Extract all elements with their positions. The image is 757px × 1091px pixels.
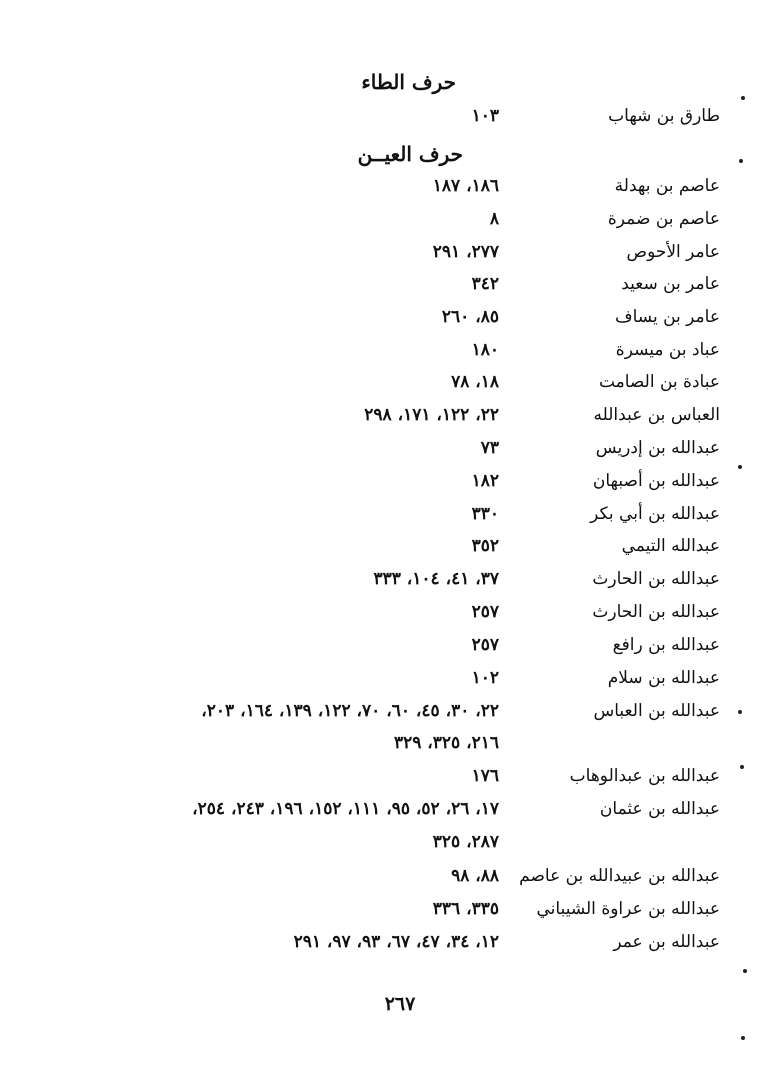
entry-pages: ١٨، ٧٨ — [451, 372, 499, 392]
margin-dot — [740, 765, 744, 769]
index-entry — [0, 629, 757, 661]
entry-pages: ١٧، ٢٦، ٥٢، ٩٥، ١١١، ١٥٢، ١٩٦، ٢٤٣، ٢٥٤، — [192, 799, 499, 819]
entry-pages-continued: ٢٨٧، ٣٢٥ — [432, 832, 499, 852]
entry-pages: ٢٢، ١٢٢، ١٧١، ٢٩٨ — [364, 405, 499, 425]
entry-name: عبدالله بن سلام — [607, 668, 720, 688]
index-entry — [0, 301, 757, 333]
heading-taa: حرف الطاء — [361, 70, 456, 94]
index-entry — [0, 236, 757, 268]
index-entry — [0, 860, 757, 892]
entry-pages: ٣٣٠ — [471, 504, 499, 524]
margin-dot — [738, 710, 742, 714]
index-entry — [0, 366, 757, 398]
entry-name: عبدالله بن الحارث — [592, 602, 720, 622]
entry-name: عبدالله بن عمر — [613, 932, 720, 952]
entry-pages: ١٠٢ — [471, 668, 499, 688]
index-entry — [0, 465, 757, 497]
index-entry — [0, 498, 757, 530]
index-entry — [0, 926, 757, 958]
margin-dot — [743, 969, 747, 973]
entry-name: عبدالله بن رافع — [612, 635, 720, 655]
index-entry — [0, 334, 757, 366]
entry-name: عبادة بن الصامت — [598, 372, 720, 392]
index-entry — [0, 100, 757, 132]
index-entry — [0, 596, 757, 628]
entry-pages: ٢٢، ٣٠، ٤٥، ٦٠، ٧٠، ١٢٢، ١٣٩، ١٦٤، ٢٠٣، — [201, 701, 499, 721]
page-number: ٢٦٧ — [384, 993, 416, 1015]
entry-pages: ٣٣٥، ٣٣٦ — [432, 899, 499, 919]
index-entry — [0, 563, 757, 595]
entry-pages: ٨٨، ٩٨ — [451, 866, 499, 886]
index-entry — [0, 530, 757, 562]
entry-pages: ٣٧، ٤١، ١٠٤، ٣٣٣ — [373, 569, 499, 589]
entry-name: عامر بن يساف — [615, 307, 720, 327]
margin-dot — [741, 1036, 745, 1040]
entry-pages: ٢٥٧ — [471, 602, 499, 622]
index-entry — [0, 170, 757, 202]
entry-pages-continued: ٢١٦، ٣٢٥، ٣٢٩ — [393, 733, 499, 753]
entry-name: عبدالله بن عبيدالله بن عاصم — [519, 866, 720, 886]
index-entry-continuation — [0, 727, 757, 759]
entry-name: عبدالله بن إدريس — [595, 438, 720, 458]
index-entry — [0, 793, 757, 825]
margin-dot — [738, 465, 742, 469]
entry-pages: ٣٥٢ — [471, 536, 499, 556]
entry-name: عاصم بن ضمرة — [607, 209, 720, 229]
entry-name: عبدالله بن عراوة الشيباني — [536, 899, 720, 919]
entry-name: عبدالله بن عبدالوهاب — [569, 766, 720, 786]
index-entry — [0, 432, 757, 464]
entry-name: عبدالله بن الحارث — [592, 569, 720, 589]
entry-name: عبدالله بن أصبهان — [592, 471, 720, 491]
entry-name: عامر بن سعيد — [621, 274, 720, 294]
index-entry — [0, 695, 757, 727]
entry-name: عبدالله بن أبي بكر — [590, 504, 720, 524]
entry-pages: ٧٣ — [480, 438, 499, 458]
entry-name: عبدالله بن عثمان — [599, 799, 720, 819]
index-entry — [0, 662, 757, 694]
entry-name: طارق بن شهاب — [608, 106, 720, 126]
entry-name: عامر الأحوص — [626, 242, 720, 262]
entry-pages: ٣٤٢ — [471, 274, 499, 294]
index-entry — [0, 203, 757, 235]
entry-pages: ٢٥٧ — [471, 635, 499, 655]
margin-dot — [739, 159, 743, 163]
entry-name: عاصم بن بهدلة — [614, 176, 720, 196]
margin-dot — [741, 96, 745, 100]
entry-pages: ٨ — [489, 209, 499, 229]
entry-pages: ١٧٦ — [471, 766, 499, 786]
index-entry — [0, 268, 757, 300]
index-entry — [0, 399, 757, 431]
entry-pages: ١٠٣ — [471, 106, 499, 126]
entry-name: عبدالله بن العباس — [593, 701, 720, 721]
heading-ayn: حرف العيــن — [357, 142, 463, 166]
index-entry — [0, 893, 757, 925]
entry-pages: ٨٥، ٢٦٠ — [441, 307, 499, 327]
entry-pages: ١٨٦، ١٨٧ — [432, 176, 499, 196]
entry-name: عبدالله التيمي — [621, 536, 720, 556]
entry-pages: ١٢، ٣٤، ٤٧، ٦٧، ٩٣، ٩٧، ٢٩١ — [293, 932, 499, 952]
index-entry — [0, 760, 757, 792]
entry-pages: ٢٧٧، ٢٩١ — [432, 242, 499, 262]
entry-name: عباد بن ميسرة — [615, 340, 720, 360]
entry-pages: ١٨٠ — [471, 340, 499, 360]
entry-name: العباس بن عبدالله — [593, 405, 720, 425]
entry-pages: ١٨٢ — [471, 471, 499, 491]
index-entry-continuation — [0, 826, 757, 858]
